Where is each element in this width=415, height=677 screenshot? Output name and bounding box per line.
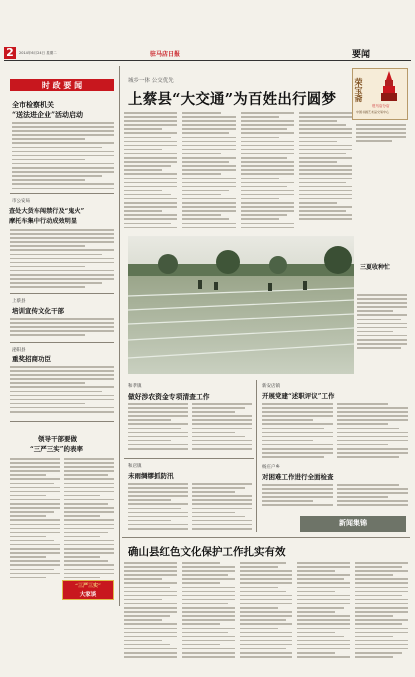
brief-2-title: 开展党建“述职评议”工作 [262, 392, 335, 400]
brief-2-kicker: 新安店镇 [262, 384, 280, 389]
lead-headline: 上蔡县“大交通”为百姓出行圆梦 [128, 91, 337, 108]
ad-line-2: 驻马店分店 [372, 104, 390, 108]
brief-4-kicker: 杨庄户乡 [262, 465, 280, 470]
mid-divider [256, 380, 257, 532]
promo-line-1: “三严三实” [75, 583, 101, 589]
lead-kicker: 城乡一体 公交优先 [128, 78, 174, 84]
header-strip [176, 51, 336, 55]
photo-caption-body [357, 294, 407, 354]
left-item-2-subtitle: 摩托车集中行动成效明显 [9, 218, 78, 225]
brief-4-title: 对困难工作进行全面检查 [262, 473, 334, 481]
left-divider-2 [10, 293, 114, 294]
page-number: 2 [6, 46, 14, 59]
brief-3-rule [124, 458, 254, 459]
news-banner-text: 时 政 要 闻 [41, 80, 83, 90]
ad-tagline: 中国书画艺术品交易中心 [356, 110, 390, 114]
photo-caption-title: 三夏收种忙 [360, 264, 391, 271]
bottom-headline: 确山县红色文化保护工作扎实有效 [128, 546, 286, 558]
left-item-1-body [12, 122, 114, 190]
left-divider-4 [10, 421, 114, 422]
brief-3-body [128, 483, 252, 531]
left-item-3-body [10, 318, 114, 340]
left-divider-1 [10, 193, 114, 194]
bottom-body [124, 562, 408, 660]
brief-1-kicker: 和孝镇 [128, 384, 142, 389]
ad-tower-icon [378, 70, 400, 102]
brief-2-body [262, 403, 408, 461]
left-item-4-kicker: 泌阳县 [12, 348, 26, 353]
brief-1-body [128, 403, 252, 453]
news-label: 新闻集锦 [339, 518, 367, 527]
section-title: 要闻 [352, 50, 371, 60]
column-divider [119, 66, 120, 606]
brief-3-title: 未雨绸缪抓防汛 [128, 472, 174, 480]
left-item-2-title: 查处大货车闯禁行及“鬼火” [9, 208, 85, 215]
promo-line-2: 大家谈 [79, 592, 97, 598]
left-item-4-body [10, 366, 114, 416]
left-item-5-title: 领导干部要做 [38, 435, 77, 443]
lead-body-right [356, 124, 406, 146]
left-item-3-kicker: 上蔡县 [12, 299, 26, 304]
brief-1-title: 做好涉农资金专项清查工作 [128, 393, 210, 401]
left-item-2-kicker: 市公安局 [12, 199, 30, 204]
left-item-4-title: 重奖招商功臣 [12, 355, 51, 363]
header-date: 2014年6月24日 星期二 [19, 51, 57, 55]
ad-line-1: 荣宝斋 [354, 78, 364, 102]
left-item-3-title: 培训宣传文化干部 [12, 307, 64, 315]
masthead: 驻马店日报 [150, 51, 181, 58]
brief-3-kicker: 和店镇 [128, 464, 142, 469]
left-item-1-title: 全市检察机关 [12, 100, 54, 109]
brief-4-body [262, 484, 408, 514]
left-item-1-subtitle: “送法进企业”活动启动 [12, 110, 84, 119]
bottom-rule [122, 537, 410, 538]
left-item-2-body [10, 229, 114, 289]
left-divider-3 [10, 342, 114, 343]
header-rule [4, 60, 411, 61]
harvest-photo [128, 236, 354, 374]
left-item-5-subtitle: “三严三实”的表率 [30, 445, 83, 453]
lead-body [124, 112, 352, 232]
left-item-5-body [10, 458, 114, 584]
